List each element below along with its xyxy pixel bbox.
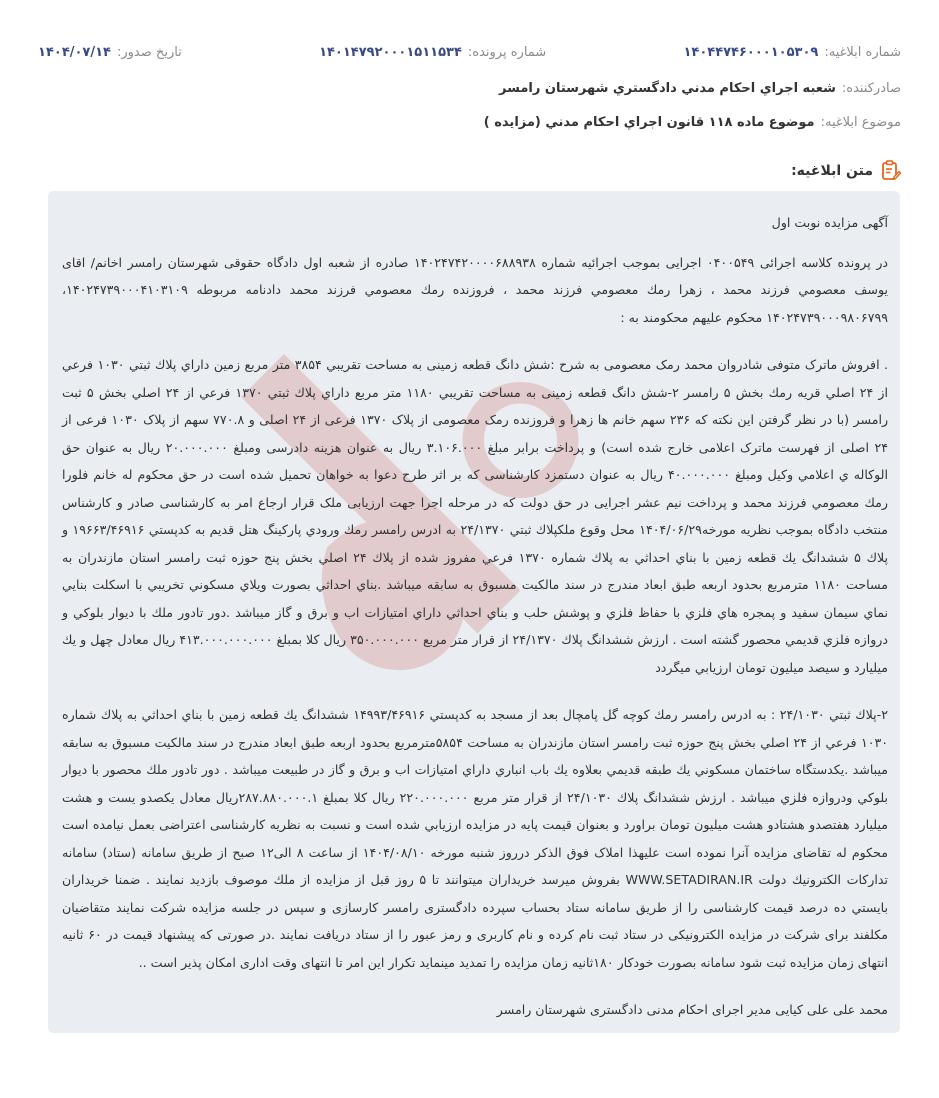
- notice-text-title: متن ابلاغيه:: [791, 163, 873, 179]
- notice-body: [62, 209, 888, 1024]
- issue-date-group: [38, 45, 182, 60]
- notice-number-group: [683, 45, 901, 60]
- notice-number-label: شماره ابلاغيه:: [824, 45, 901, 60]
- notice-body-title: آگهی مزایده نوبت اول: [771, 215, 888, 230]
- subject-row: [38, 115, 901, 130]
- issuer-label: صادرکننده:: [841, 81, 901, 96]
- notice-signature: محمد علی علی کیایی مدير اجرای احکام مدنی دادگستری شهرستان رامسر: [496, 1002, 888, 1017]
- case-number-label: شماره پرونده:: [467, 45, 547, 60]
- issuer-value: شعبه اجراي احکام مدني دادگستري شهرستان رامسر: [499, 81, 836, 96]
- notice-meta-row: [38, 45, 901, 60]
- notice-paragraph-3: ۲-پلاك ثبتي ۲۴/۱۰۳۰ : به ادرس رامسر رمك كوچه گل پامچال بعد از مسجد به كدپستي ۱۴۹۹۳/۴۶۹۱۶ ششدانگ يك قطعه زمين با بناي احداثي به پلاك شماره ۱۰۳۰ فرعي از ۲۴ اصلي بخش پنج حوزه ثبت رامسر استان مازندران به مساحت ۵۸۵۴مترمربع بحدود اربعه طبق ابعاد مندرج در سند مالكيت مسبوق به سابقه ميباشد .يكدستگاه ساختمان مسكوني يك طبقه قديمي بعلاوه يك باب انباري داراي امتيازات اب و برق و گاز در طبيعت ميباشد . دور تادور ملك محصور با ديوار بلوكي ودروازه فلزي ميباشد . ارزش ششدانگ پلاك ۲۴/۱۰۳۰ از قرار متر مربع ۲۲۰.۰۰۰.۰۰۰ ريال كلا بمبلغ ۲۸۷.۸۸۰.۰۰۰.۱ريال معادل يكصدو يست و هشت ميليارد هفتصدو هشتادو هشت ميليون تومان براورد و بعنوان قيمت پايه در مزايده ارزيابي شده است و نسبت به نظریه کارشناسی اعتراضی بعمل نیامده است محکوم له تقاضای مزایده آنرا نموده است علیهذا املاک فوق الذکر درروز شنبه مورخه ۱۴۰۴/۰۸/۱۰ از ساعت ۸ الی۱۲ صبح از طريق سامانه (ستاد) سامانه تداركات الكترونيك دولت WWW.SETADIRAN.IR بفروش ميرسد خريداران ميتوانند تا ۵ روز قبل از مزايده از ملك موصوف بازديد نمايند . ضمنا خريداران بايستي ده درصد قيمت کارشناسی را از طریق سامانه ستاد بحساب سپرده دادگستری رامسر کارسازی و سپس در جلسه مزایده شرکت نمایند متقاضیان مکلفند برای شرکت در مزایده الکترونیکی در ستاد ثبت نام کرده و نام کاربری و رمز عبور را از ستاد دریافت نمایند .در صورتی که پیشنهاد قیمت در ۶۰ ثانیه انتهای زمان مزایده ثبت شود سامانه بصورت خودکار ۱۸۰ثانیه زمان مزایده را تمدید مینماید تکرار این امر تا انتهای وقت اداری امکان پذیر است ..: [62, 707, 888, 970]
- subject-value: موضوع ماده ۱۱۸ قانون اجراي احکام مدني (مزايده ): [483, 115, 815, 130]
- notice-paragraph-1: در پرونده کلاسه اجرائی ۰۴۰۰۵۴۹ اجرایی بموجب اجرائيه شماره ۱۴۰۲۴۷۴۲۰۰۰۰۶۸۸۹۳۸ صادره از شعبه اول دادگاه حقوقی شهرستان رامسر اخانم/ اقای يوسف معصومي فرزند محمد ، زهرا رمك معصومي فرزند محمد ، فروزنده رمك معصومي فرزند محمد دادنامه مربوطه ۱۴۰۲۴۷۳۹۰۰۰۴۱۰۳۱۰۹، ۱۴۰۲۴۷۳۹۰۰۰۹۸۰۶۷۹۹ محکوم عليهم محکومند به :: [62, 254, 889, 325]
- notice-paragraph-2: . افروش ماترک متوفی شادروان محمد رمک معصومی به شرح :شش دانگ قطعه زمینی به مساحت تقريبي ۳۸۵۴ متر مربع زمين داراي پلاك ثبتي ۱۰۳۰ فرعي از ۲۴ اصلي قريه رمك بخش ۵ رامسر ۲-شش دانگ قطعه زمینی به مساحت تقريبي ۱۱۸۰ متر مربع داراي پلاك ثبتي ۱۳۷۰ فرعي از ۲۴ اصلي بخش ۵ ثبت رامسر (با در نظر گرفتن این نکته که ۲۳۶ سهم خانم ها زهرا و فروزنده رمک معصومی از پلاک ۱۳۷۰ فرعی از ۲۴ اصلی و ۷۷۰.۸ سهم از پلاک ۱۰۳۰ فرعی از ۲۴ اصلی از فهرست ماترک اعلامی خارج شده است) و پرداخت برابر مبلغ ۳.۱۰۶.۰۰۰ ریال به عنوان هزينه دادرسی ومبلغ ۲۰.۰۰۰.۰۰۰ ریال به عنوان حق الوكاله ي اعلامي وکیل ومبلغ ۴۰.۰۰۰.۰۰۰ ریال به عنوان دستمزد کارشناسی که بر اثر طرح دعوا به خواهان تحمیل شده است در حق محکوم له خانم فلورا رمك معصومي فرزند محمد و پرداخت نيم عشر اجرایی در حق دولت که در مرحله اجرا جهت ارزیابی ملک قرار ارجاع امر به کارشناسی صادر و کارشناس منتخب دادگاه بموجب نظريه مورخه۱۴۰۴/۰۶/۲۹ محل وقوع ملكپلاك ثبتي ۲۴/۱۳۷۰ به ادرس رامسر رمك ورودي پاركينگ هتل قديم به كدپستي ۱۹۶۶۳/۴۶۹۱۶ و پلاك ۵ ششدانگ يك قطعه زمين با بناي احداثي به پلاك شماره ۱۳۷۰ فرعي مفروز شده از پلاك ۲۴ اصلي بخش پنج حوزه ثبت رامسر استان مازندران به مساحت ۱۱۸۰ مترمربع بحدود اربعه طبق ابعاد مندرج در سند مالكيت مسبوق به سابقه ميباشد .بناي احداثي بصورت ويلاي مسكوني تخريبي با اسكلت بنايي نماي سيمان سفيد و پمجره هاي فلزي با حفاظ فلزي و پوشش حلب و بناي احداثي داراي امتيازات اب و برق و گاز ميباشد .دور تادور ملك با ديوار بلوكي و دروازه فلزي قديمي محصور گشته است . ارزش ششدانگ پلاك ۲۴/۱۳۷۰ از قرار متر مربع ۳۵۰.۰۰۰.۰۰۰ ريال كلا بمبلغ ۴۱۳.۰۰۰.۰۰۰.۰۰۰ ريال معادل چهل و يك ميليارد و سيصد ميليون تومان ارزيابي ميگردد: [62, 357, 889, 675]
- case-number-value: ۱۴۰۱۴۷۹۲۰۰۰۱۵۱۱۵۳۴: [319, 45, 462, 60]
- issue-date-value: ۱۴۰۴/۰۷/۱۴: [38, 45, 111, 60]
- case-number-group: [319, 45, 546, 60]
- subject-label: موضوع ابلاغيه:: [820, 115, 901, 130]
- issuer-row: [38, 81, 901, 96]
- notice-number-value: ۱۴۰۴۴۷۴۶۰۰۰۱۰۵۳۰۹: [683, 45, 819, 60]
- notice-content-box: [48, 191, 900, 1033]
- document-edit-icon: [881, 160, 901, 182]
- notice-text-heading: [791, 160, 901, 182]
- issue-date-label: تاريخ صدور:: [117, 45, 182, 60]
